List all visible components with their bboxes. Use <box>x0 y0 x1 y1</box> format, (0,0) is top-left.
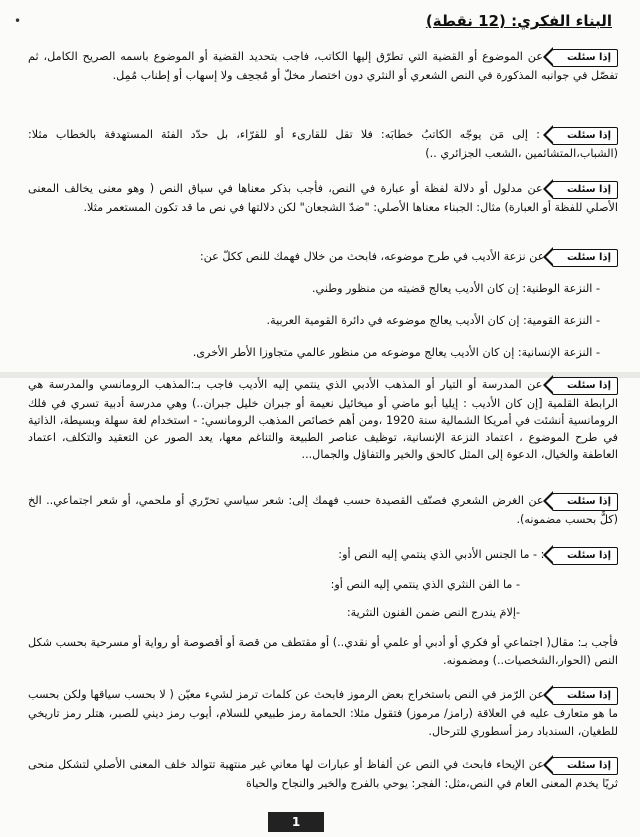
trend-humanist: - النزعة الإنسانية: إن كان الأديب يعالج موضوعه من منظور عالمي متجاوزا الأطر الأخرى. <box>192 346 600 359</box>
section-trend <box>28 248 618 267</box>
if-asked-tag: إذا سئلت <box>552 49 618 67</box>
section-genre <box>28 546 618 565</box>
section-school <box>28 376 618 463</box>
section-trend-text: عن نزعة الأديب في طرح موضوعه، فابحث من خلال فهمك للنص ككلّ عن: <box>199 250 545 263</box>
section-audience <box>28 126 618 163</box>
if-asked-tag: إذا سئلت <box>552 127 618 145</box>
section-symbol <box>28 686 618 741</box>
section-suggestion <box>28 756 618 793</box>
section-meaning <box>28 180 618 217</box>
section-poetry <box>28 492 618 529</box>
genre-answer: فأجب بـ: مقال( اجتماعي أو فكري أو أدبي أو علمي أو نقدي..) أو مقتطف من قصة أو أقصوصة أو رواية أو مسرحية بحسب شكل النص (الحوار،الشخصيات..) ومضمونه. <box>28 636 618 667</box>
trend-pan-arab: - النزعة القومية: إن كان الأديب يعالج موضوعه في دائرة القومية العربية. <box>266 314 600 327</box>
page-title: البناء الفكري: (12 نقطة) <box>425 12 612 30</box>
decoration-dots: • <box>14 14 22 28</box>
section-topic <box>28 48 618 85</box>
genre-line-1: : - ما الجنس الأدبي الذي ينتمي إليه النص أو: <box>338 548 545 561</box>
if-asked-tag: إذا سئلت <box>552 377 618 395</box>
section-meaning-text: عن مدلول أو دلالة لفظة أو عبارة في النص، فأجب بذكر معناها في سياق النص ( وهو معنى يخالف المعنى الأصلي للفظة أو العبارة) مثال: الجبناء معناها الأصلي: "ضدّ الشجعان" لكن دلالتها في نص ما قد تكون المستعمر مثلا. <box>28 182 618 214</box>
genre-line-3: -إلامَ يندرج النص ضمن الفنون النثرية: <box>346 606 520 619</box>
if-asked-tag: إذا سئلت <box>552 493 618 511</box>
if-asked-tag: إذا سئلت <box>552 249 618 267</box>
section-school-text: عن المدرسة أو التيار أو المذهب الأدبي الذي ينتمي إليه الأديب فاجب بـ:المذهب الرومانسي والمدرسة هي الرابطة القلمية [إن كان الأديب : إيليا أبو ماضي أو ميخائيل نعيمة أو جبران خليل جبران..) وهي مدرسة أدبية تسري في فلك الرومانسية أنشئت في أمريكا الشمالية سنة 1920 ،ومن أهم خصائص المذهب الرومانسي: - استخدام لغة سهلة وبسيطة، الذاتية في طرح الموضوع ، اعتماد النزعة الإنسانية، توظيف عناصر الطبيعة والتناغم معها، يعد الصور عن التعقيد والتكلف، اعتماد العاطفة والخيال، الدعوة إلى المثل كالحق والخير والتفاؤل والجمال... <box>28 378 618 461</box>
section-poetry-text: عن الغرض الشعري فصنّف القصيدة حسب فهمك إلى: شعر سياسي تحرّري أو ملحمي، أو شعر اجتماعي.. الخ (كلٌّ بحسب مضمونه). <box>28 494 618 526</box>
section-symbol-text: عن الرّمز في النص باستخراج بعض الرموز فابحث عن كلمات ترمز لشيء معيّن ( لا بحسب سياقها ولكن بحسب ما هو متعارف عليه في العلاقة (رامز/ مرموز) فتقول مثلا: الحمامة رمز طبيعي للسلام، أيوب رمز ديني للصبر، هتلر رمز تاريخي للطغيان، السندباد رمز أسطوري للترحال. <box>28 688 618 738</box>
if-asked-tag: إذا سئلت <box>552 757 618 775</box>
if-asked-tag: إذا سئلت <box>552 181 618 199</box>
if-asked-tag: إذا سئلت <box>552 547 618 565</box>
section-topic-text: عن الموضوع أو القضية التي تطرّق إليها الكاتب، فاجب بتحديد القضية أو الموضوع باسمه الصريح الكامل، ثم تفصّل في جوانبه المذكورة في النص الشعري أو النثري دون اختصار مخلّ أو مُجحِف ولا إسهاب أو إطناب مُمِل. <box>28 50 618 82</box>
if-asked-tag: إذا سئلت <box>552 687 618 705</box>
page-number: 1 <box>268 812 324 832</box>
trend-national: - النزعة الوطنية: إن كان الأديب يعالج قضيته من منظور وطني. <box>311 282 600 295</box>
genre-line-2: - ما الفن النثري الذي ينتمي إليه النص أو: <box>330 578 520 591</box>
section-suggestion-text: عن الإيحاء فابحث في النص عن ألفاظ أو عبارات لها معاني غير منتهية تتوالد خلف المعنى الأصلي لتشكل منحى ثريًا يخدم المعنى العام في النص،مثل: الفجر: يوحي بالفرج والخير والنجاح والحياة <box>28 758 618 790</box>
section-audience-text: : إلى مَن يوجّه الكاتبُ خطابَه: فلا تقل للقارىء أو للقرّاء، بل حدّد الفئة المستهدفة بالخطاب مثلا:(الشباب،المتشائمين ،الشعب الجزائري ..) <box>28 128 618 160</box>
